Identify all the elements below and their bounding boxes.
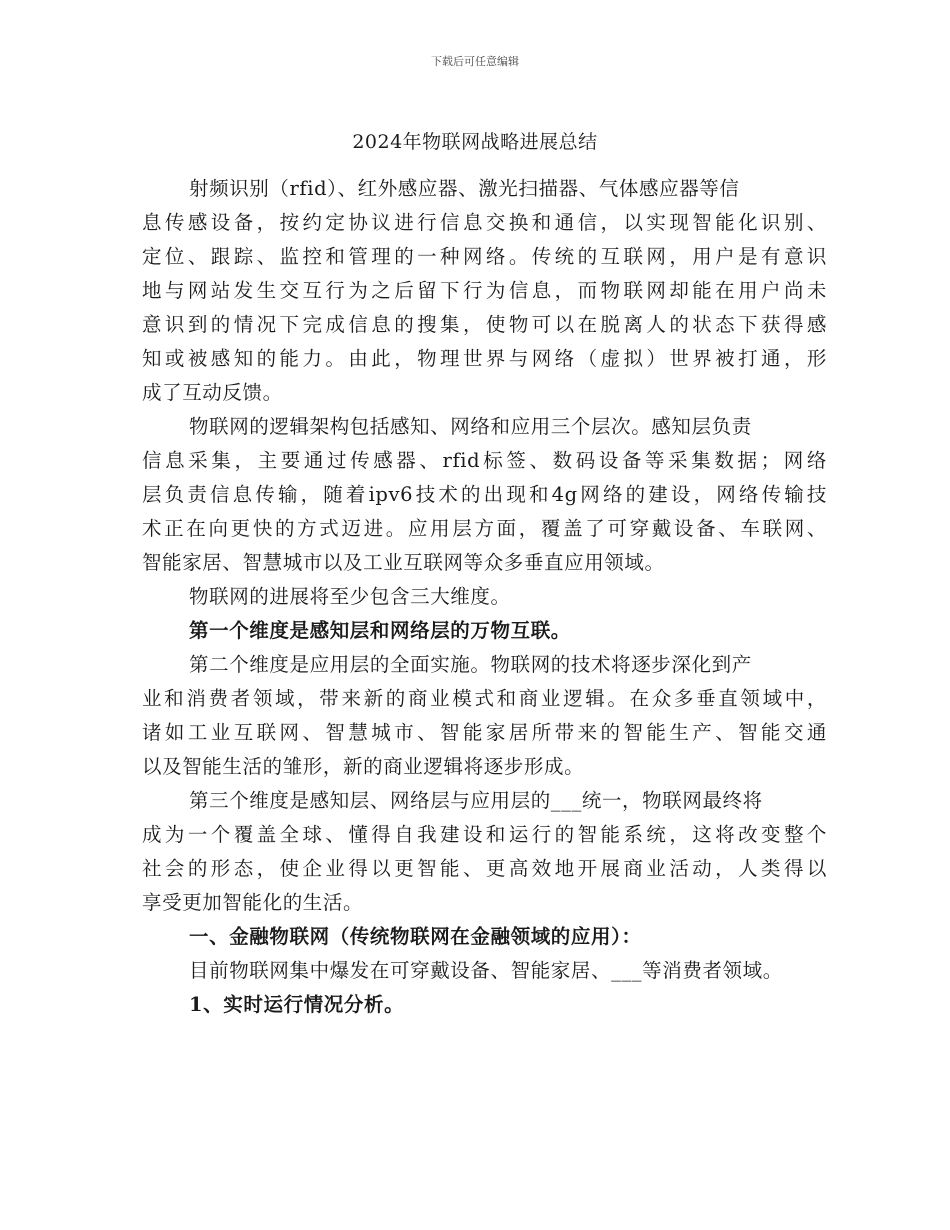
paragraph-line: 层负责信息传输，随着ipv6技术的出现和4g网络的建设，网络传输技 <box>142 483 827 506</box>
paragraph-line: 意识到的情况下完成信息的搜集，使物可以在脱离人的状态下获得感 <box>142 313 827 336</box>
document-title: 2024年物联网战略进展总结 <box>352 131 598 153</box>
paragraph-line: 第二个维度是应用层的全面实施。物联网的技术将逐步深化到产 <box>189 653 752 676</box>
paragraph-line: 诸如工业互联网、智慧城市、智能家居所带来的智能生产、智能交通 <box>142 721 827 744</box>
header-note: 下载后可任意编辑 <box>431 55 519 68</box>
paragraph-line: 物联网的逻辑架构包括感知、网络和应用三个层次。感知层负责 <box>189 415 752 438</box>
paragraph-line: 息传感设备，按约定协议进行信息交换和通信，以实现智能化识别、 <box>142 211 827 234</box>
paragraph-line: 业和消费者领域，带来新的商业模式和商业逻辑。在众多垂直领域中， <box>142 687 827 710</box>
paragraph-line: 知或被感知的能力。由此，物理世界与网络（虚拟）世界被打通，形 <box>142 347 827 370</box>
paragraph-line: 定位、跟踪、监控和管理的一种网络。传统的互联网，用户是有意识 <box>142 245 827 268</box>
subsection-heading: 1、实时运行情况分析。 <box>189 993 405 1016</box>
paragraph-line: 以及智能生活的雏形，新的商业逻辑将逐步形成。 <box>142 755 585 778</box>
paragraph-line: 目前物联网集中爆发在可穿戴设备、智能家居、___等消费者领域。 <box>189 959 783 982</box>
paragraph-line: 信息采集，主要通过传感器、rfid标签、数码设备等采集数据；网络 <box>142 449 827 472</box>
paragraph-line: 物联网的进展将至少包含三大维度。 <box>189 585 511 608</box>
paragraph-line: 社会的形态，使企业得以更智能、更高效地开展商业活动，人类得以 <box>142 857 827 880</box>
paragraph-line: 成了互动反馈。 <box>142 381 283 404</box>
paragraph-line: 术正在向更快的方式迈进。应用层方面，覆盖了可穿戴设备、车联网、 <box>142 517 827 540</box>
paragraph-line: 享受更加智能化的生活。 <box>142 891 364 914</box>
paragraph-line: 智能家居、智慧城市以及工业互联网等众多垂直应用领域。 <box>142 551 665 574</box>
section-heading: 一、金融物联网（传统物联网在金融领域的应用）： <box>189 925 642 948</box>
paragraph-line: 第三个维度是感知层、网络层与应用层的___统一，物联网最终将 <box>189 789 763 812</box>
bold-heading-line: 第一个维度是感知层和网络层的万物互联。 <box>189 619 571 642</box>
document-body <box>142 172 827 1022</box>
paragraph-line: 成为一个覆盖全球、懂得自我建设和运行的智能系统，这将改变整个 <box>142 823 827 846</box>
paragraph-line: 地与网站发生交互行为之后留下行为信息，而物联网却能在用户尚未 <box>142 279 827 302</box>
paragraph-line: 射频识别（rfid）、红外感应器、激光扫描器、气体感应器等信 <box>189 177 740 200</box>
